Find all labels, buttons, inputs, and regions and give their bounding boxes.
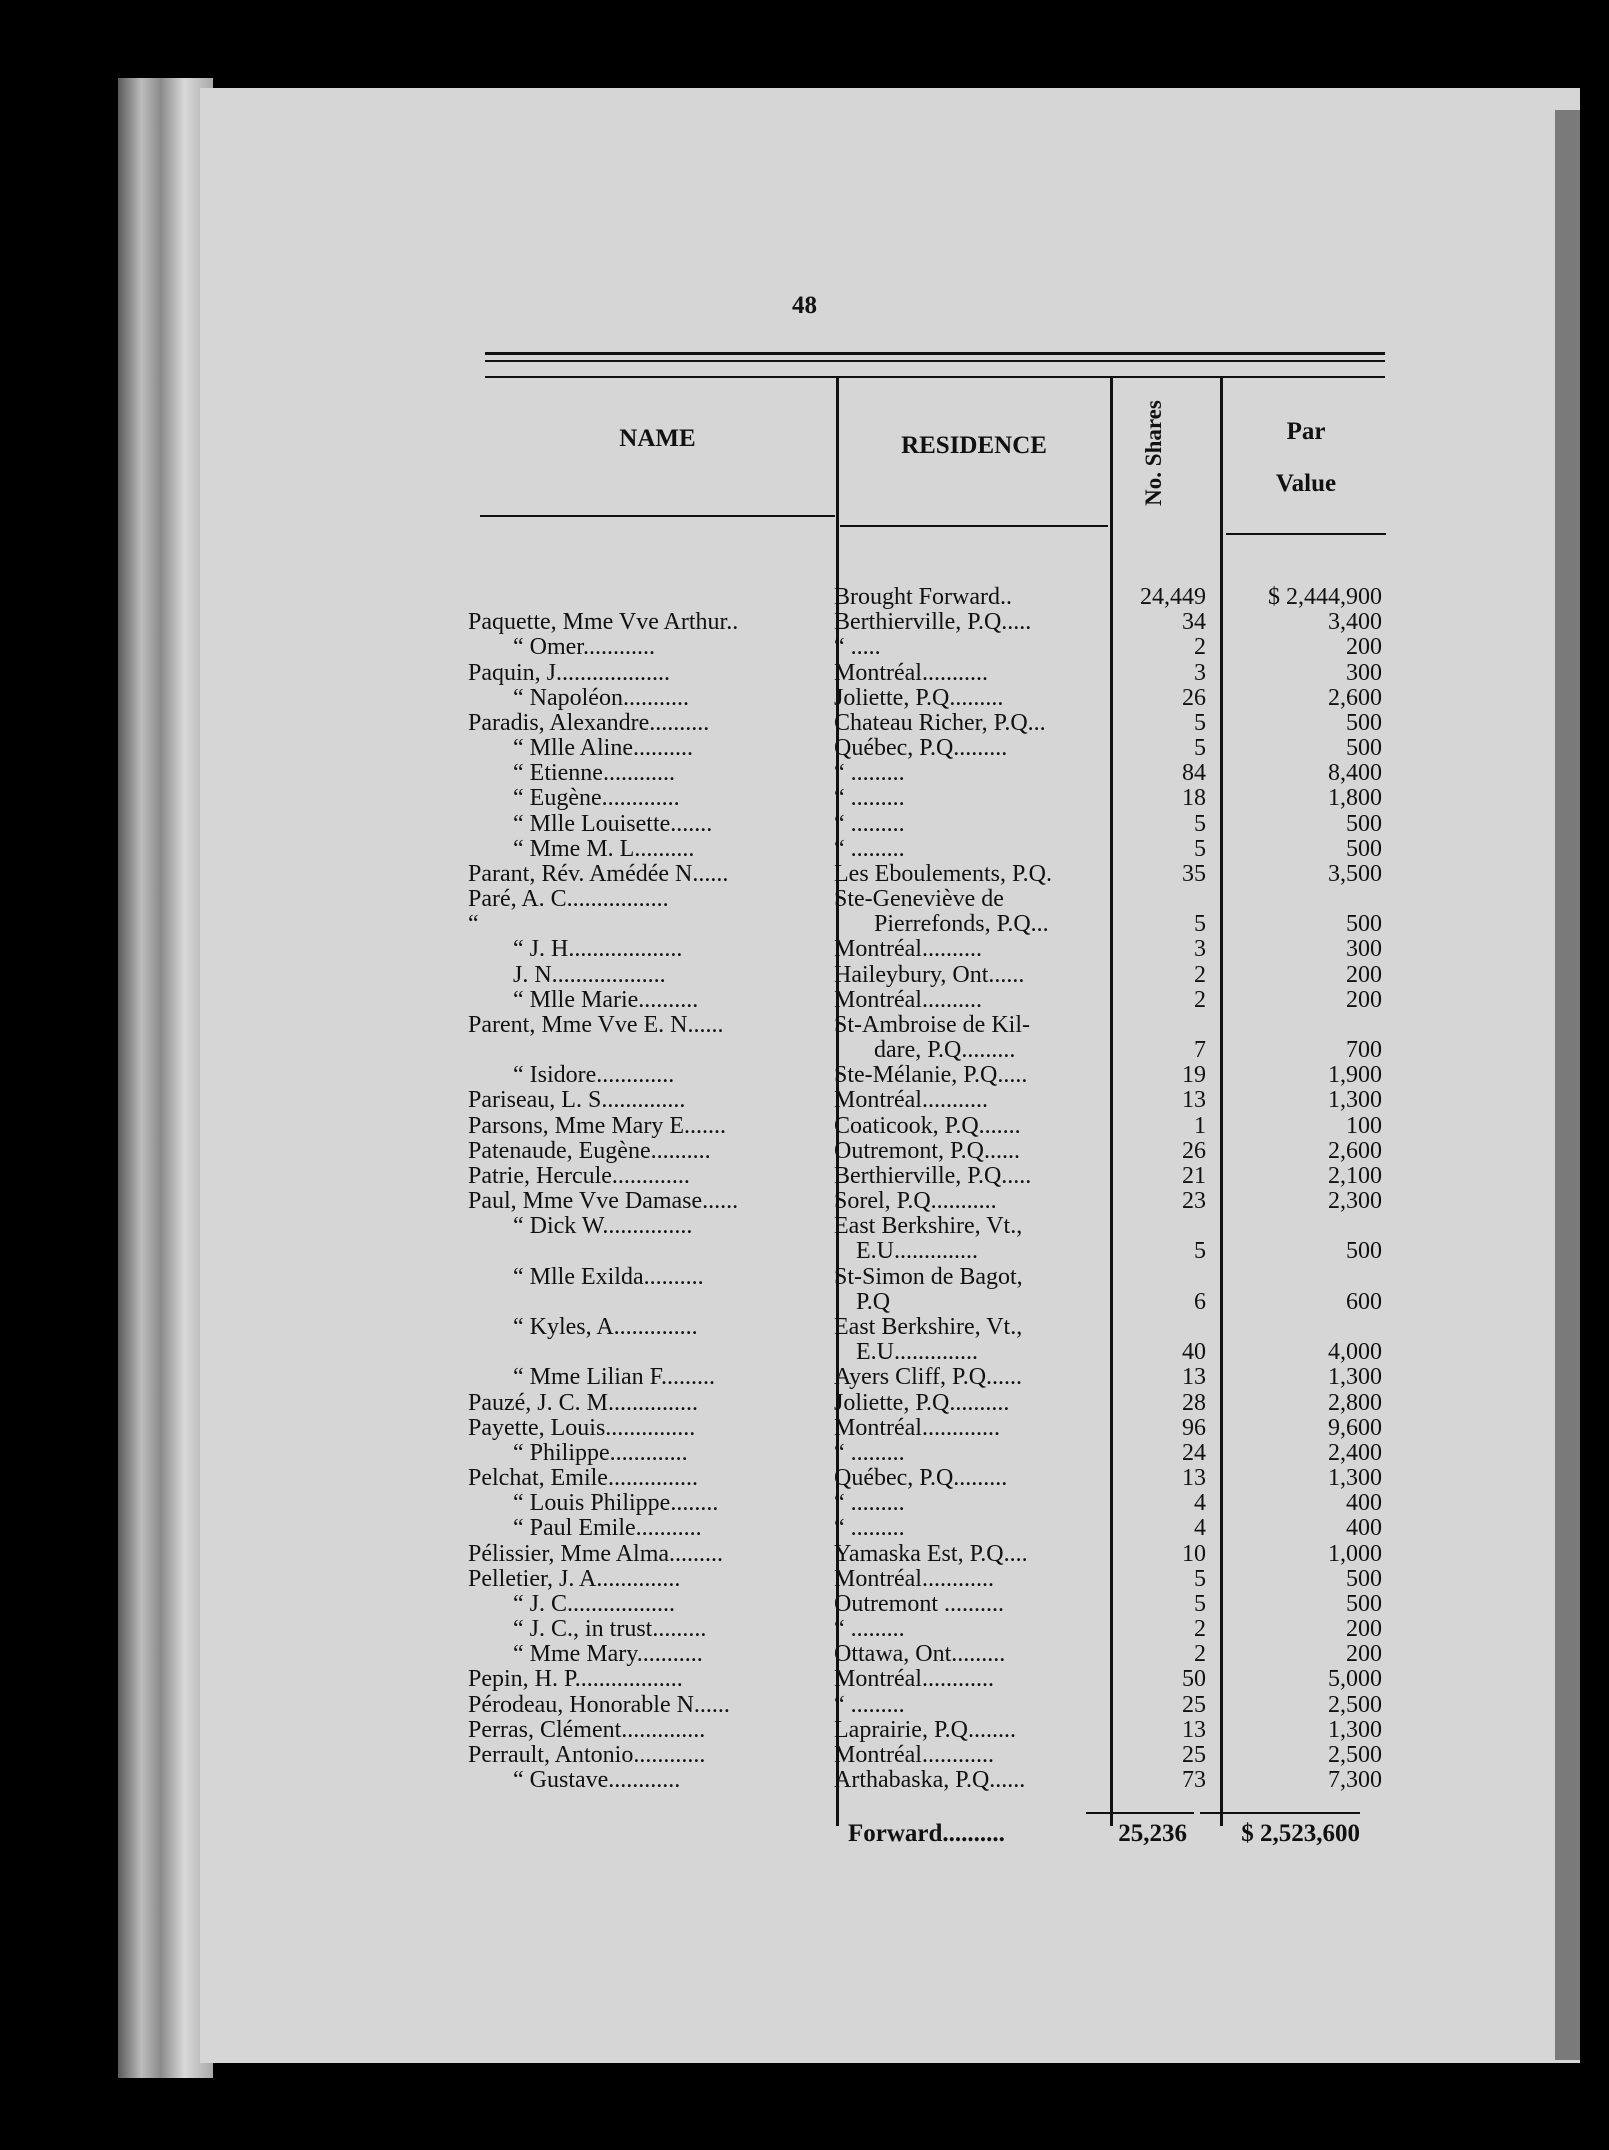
name-cell: “ Mlle Aline..........: [513, 736, 693, 762]
name-cell: Pelchat, Emile...............: [468, 1466, 698, 1492]
table-row: [0, 1617, 1609, 1642]
value-cell: 300: [1346, 660, 1382, 686]
forward-shares: 25,236: [1118, 1820, 1187, 1847]
value-cell: 7,300: [1328, 1768, 1382, 1794]
name-cell: “ J. H...................: [513, 937, 683, 963]
table-row: [0, 1416, 1609, 1441]
residence-cell: Montréal...........: [834, 660, 988, 686]
table-row: [0, 786, 1609, 811]
table-row: [0, 1567, 1609, 1592]
residence-cell: “ .....: [834, 635, 881, 661]
table-row: [0, 1592, 1609, 1617]
residence-cell: Montréal............: [834, 1566, 994, 1592]
table-row: [0, 1088, 1609, 1113]
name-cell: “ Philippe.............: [513, 1440, 688, 1466]
residence-cell: Coaticook, P.Q.......: [834, 1113, 1021, 1139]
table-row: [0, 1239, 1609, 1264]
name-cell: J. N...................: [513, 962, 666, 988]
name-cell: Paquette, Mme Vve Arthur..: [468, 610, 739, 636]
name-cell: Parant, Rév. Amédée N......: [468, 861, 729, 887]
shares-cell: 3: [1194, 937, 1206, 963]
value-cell: 4,000: [1328, 1340, 1382, 1366]
name-cell: Perras, Clément..............: [468, 1717, 706, 1743]
value-cell: 1,300: [1328, 1717, 1382, 1743]
table-row: [0, 610, 1609, 635]
name-cell: “ Mme Mary...........: [513, 1642, 703, 1668]
table-row: [0, 1441, 1609, 1466]
shares-cell: 2: [1194, 635, 1206, 661]
residence-cell: Ottawa, Ont.........: [834, 1642, 1006, 1668]
table-row: [0, 1693, 1609, 1718]
residence-cell: Joliette, P.Q..........: [834, 1390, 1010, 1416]
name-cell: Paradis, Alexandre..........: [468, 710, 710, 736]
table-row: [0, 1768, 1609, 1793]
shares-cell: 5: [1194, 1239, 1206, 1265]
name-cell: Paquin, J...................: [468, 660, 671, 686]
name-cell: “ J. C..................: [513, 1591, 675, 1617]
name-cell: Pepin, H. P..................: [468, 1667, 683, 1693]
residence-cell: Ste-Mélanie, P.Q.....: [834, 1063, 1028, 1089]
residence-cell: E.U..............: [856, 1239, 978, 1265]
table-row: [0, 1642, 1609, 1667]
residence-cell: Pierrefonds, P.Q...: [874, 912, 1049, 938]
residence-cell: Montréal.............: [834, 1415, 1000, 1441]
name-cell: Pélissier, Mme Alma.........: [468, 1541, 724, 1567]
table-row: [0, 1214, 1609, 1239]
name-cell: Pelletier, J. A..............: [468, 1566, 681, 1592]
header-name: NAME: [619, 425, 696, 452]
value-cell: 2,300: [1328, 1189, 1382, 1215]
residence-cell: “ .........: [834, 1516, 905, 1542]
name-cell: Payette, Louis...............: [468, 1415, 696, 1441]
shares-cell: 13: [1182, 1717, 1206, 1743]
name-cell: Paul, Mme Vve Damase......: [468, 1189, 739, 1215]
name-cell: “ Omer............: [513, 635, 655, 661]
residence-cell: E.U..............: [856, 1340, 978, 1366]
table-row: [0, 837, 1609, 862]
top-rule-2: [485, 360, 1385, 362]
value-cell: 200: [1346, 987, 1382, 1013]
table-row: [0, 635, 1609, 660]
shares-cell: 5: [1194, 912, 1206, 938]
residence-cell: Montréal............: [834, 1742, 994, 1768]
name-cell: Pariseau, L. S..............: [468, 1088, 686, 1114]
residence-cell: Québec, P.Q.........: [834, 736, 1008, 762]
table-row: [0, 1114, 1609, 1139]
name-cell: “ Napoléon...........: [513, 685, 689, 711]
value-cell: 200: [1346, 1642, 1382, 1668]
name-cell: Perrault, Antonio............: [468, 1742, 706, 1768]
value-cell: 500: [1346, 1566, 1382, 1592]
table-row: [0, 1189, 1609, 1214]
name-cell: “ Mlle Marie..........: [513, 987, 699, 1013]
table-row: [0, 1391, 1609, 1416]
value-cell: 500: [1346, 736, 1382, 762]
shares-cell: 18: [1182, 786, 1206, 812]
table-row: [0, 1164, 1609, 1189]
value-cell: 1,000: [1328, 1541, 1382, 1567]
shares-cell: 2: [1194, 1617, 1206, 1643]
shares-cell: 3: [1194, 660, 1206, 686]
shares-cell: 23: [1182, 1189, 1206, 1215]
value-cell: 1,300: [1328, 1365, 1382, 1391]
name-cell: “ Louis Philippe........: [513, 1491, 719, 1517]
value-cell: 2,800: [1328, 1390, 1382, 1416]
residence-cell: Berthierville, P.Q.....: [834, 1163, 1032, 1189]
value-cell: 600: [1346, 1289, 1382, 1315]
shares-cell: 2: [1194, 987, 1206, 1013]
name-cell: “ Gustave............: [513, 1768, 681, 1794]
table-row: [0, 1466, 1609, 1491]
shares-cell: 25: [1182, 1692, 1206, 1718]
shares-cell: 5: [1194, 710, 1206, 736]
name-cell: Patrie, Hercule.............: [468, 1163, 690, 1189]
table-row: [0, 1491, 1609, 1516]
value-cell: 5,000: [1328, 1667, 1382, 1693]
header-underline-residence: [840, 525, 1108, 527]
value-cell: $ 2,444,900: [1268, 585, 1382, 610]
shares-cell: 24: [1182, 1440, 1206, 1466]
table-row: [0, 862, 1609, 887]
table-row: [0, 686, 1609, 711]
shares-cell: 35: [1182, 861, 1206, 887]
table-row: [0, 1743, 1609, 1768]
table-row: [0, 1718, 1609, 1743]
table-row: [0, 1542, 1609, 1567]
name-cell: Parent, Mme Vve E. N......: [468, 1012, 724, 1038]
value-cell: 1,800: [1328, 786, 1382, 812]
name-cell: “ Etienne............: [513, 761, 675, 787]
residence-cell: Laprairie, P.Q........: [834, 1717, 1016, 1743]
shares-cell: 13: [1182, 1088, 1206, 1114]
value-cell: 3,400: [1328, 610, 1382, 636]
residence-cell: East Berkshire, Vt.,: [834, 1214, 1023, 1240]
table-row: [0, 1290, 1609, 1315]
table-row: [0, 1516, 1609, 1541]
residence-cell: East Berkshire, Vt.,: [834, 1314, 1023, 1340]
shares-cell: 4: [1194, 1491, 1206, 1517]
value-cell: 500: [1346, 710, 1382, 736]
name-cell: “ Mlle Exilda..........: [513, 1264, 704, 1290]
residence-cell: dare, P.Q.........: [874, 1038, 1016, 1064]
table-row: [0, 711, 1609, 736]
shares-cell: 84: [1182, 761, 1206, 787]
residence-cell: Québec, P.Q.........: [834, 1466, 1008, 1492]
name-cell: “ Dick W...............: [513, 1214, 693, 1240]
residence-cell: Montréal..........: [834, 987, 982, 1013]
name-cell: “ J. C., in trust.........: [513, 1617, 707, 1643]
value-cell: 500: [1346, 912, 1382, 938]
residence-cell: Chateau Richer, P.Q...: [834, 710, 1046, 736]
residence-cell: Haileybury, Ont......: [834, 962, 1025, 988]
residence-cell: Brought Forward..: [834, 585, 1012, 610]
header-underline-value: [1226, 533, 1386, 535]
shares-cell: 40: [1182, 1340, 1206, 1366]
name-cell: “ Paul Emile...........: [513, 1516, 702, 1542]
table-row: [0, 1139, 1609, 1164]
value-cell: 500: [1346, 1239, 1382, 1265]
shares-cell: 4: [1194, 1516, 1206, 1542]
shares-cell: 5: [1194, 1566, 1206, 1592]
value-cell: 500: [1346, 1591, 1382, 1617]
residence-cell: St-Ambroise de Kil-: [834, 1012, 1030, 1038]
table-row: [0, 1340, 1609, 1365]
forward-label: Forward..........: [848, 1820, 1005, 1847]
shares-cell: 25: [1182, 1742, 1206, 1768]
shares-cell: 26: [1182, 1138, 1206, 1164]
table-row: [0, 736, 1609, 761]
table-row: [0, 963, 1609, 988]
residence-cell: Yamaska Est, P.Q....: [834, 1541, 1028, 1567]
shares-cell: 13: [1182, 1466, 1206, 1492]
value-cell: 1,900: [1328, 1063, 1382, 1089]
residence-cell: “ .........: [834, 1617, 905, 1643]
shares-cell: 96: [1182, 1415, 1206, 1441]
value-cell: 9,600: [1328, 1415, 1382, 1441]
name-cell: “ Eugène.............: [513, 786, 680, 812]
shares-cell: 34: [1182, 610, 1206, 636]
value-cell: 200: [1346, 1617, 1382, 1643]
total-rule-value: [1200, 1812, 1360, 1814]
page-number: 48: [792, 292, 817, 319]
name-cell: “: [468, 912, 479, 938]
residence-cell: St-Simon de Bagot,: [834, 1264, 1023, 1290]
value-cell: 3,500: [1328, 861, 1382, 887]
shares-cell: 50: [1182, 1667, 1206, 1693]
top-rule: [485, 352, 1385, 355]
table-row: [0, 1063, 1609, 1088]
residence-cell: Outremont, P.Q......: [834, 1138, 1020, 1164]
shares-cell: 19: [1182, 1063, 1206, 1089]
residence-cell: Joliette, P.Q.........: [834, 685, 1004, 711]
residence-cell: Les Eboulements, P.Q.: [834, 861, 1052, 887]
value-cell: 2,600: [1328, 685, 1382, 711]
shares-cell: 28: [1182, 1390, 1206, 1416]
value-cell: 400: [1346, 1516, 1382, 1542]
table-row: [0, 1667, 1609, 1692]
name-cell: “ Kyles, A..............: [513, 1314, 698, 1340]
residence-cell: “ .........: [834, 1692, 905, 1718]
value-cell: 2,500: [1328, 1692, 1382, 1718]
header-value: Value: [1275, 470, 1337, 497]
residence-cell: “ .........: [834, 811, 905, 837]
table-row: [0, 1265, 1609, 1290]
shares-cell: 7: [1194, 1038, 1206, 1064]
value-cell: 400: [1346, 1491, 1382, 1517]
header-shares: No. Shares: [1141, 400, 1166, 506]
name-cell: Paré, A. C.................: [468, 887, 669, 913]
shares-cell: 26: [1182, 685, 1206, 711]
shares-cell: 21: [1182, 1163, 1206, 1189]
footer-row: [0, 1820, 1609, 1860]
residence-cell: Outremont ..........: [834, 1591, 1004, 1617]
value-cell: 500: [1346, 836, 1382, 862]
forward-value: $ 2,523,600: [1241, 1820, 1360, 1847]
value-cell: 500: [1346, 811, 1382, 837]
name-cell: Patenaude, Eugène..........: [468, 1138, 711, 1164]
table-row: [0, 988, 1609, 1013]
value-cell: 200: [1346, 635, 1382, 661]
table-row: [0, 937, 1609, 962]
header-residence: RESIDENCE: [901, 432, 1047, 459]
table-row: [0, 1038, 1609, 1063]
value-cell: 2,500: [1328, 1742, 1382, 1768]
residence-cell: Sorel, P.Q...........: [834, 1189, 997, 1215]
residence-cell: “ .........: [834, 1440, 905, 1466]
table-row: [0, 661, 1609, 686]
residence-cell: “ .........: [834, 1491, 905, 1517]
shares-cell: 5: [1194, 736, 1206, 762]
top-rule-3: [485, 376, 1385, 378]
shares-cell: 24,449: [1140, 585, 1206, 610]
name-cell: “ Mlle Louisette.......: [513, 811, 713, 837]
total-rule-shares: [1086, 1812, 1194, 1814]
residence-cell: “ .........: [834, 786, 905, 812]
name-cell: “ Mme Lilian F.........: [513, 1365, 716, 1391]
table-row: [0, 585, 1609, 610]
value-cell: 2,100: [1328, 1163, 1382, 1189]
shares-cell: 2: [1194, 1642, 1206, 1668]
value-cell: 2,600: [1328, 1138, 1382, 1164]
table-row: [0, 887, 1609, 912]
value-cell: 100: [1346, 1113, 1382, 1139]
name-cell: Pauzé, J. C. M...............: [468, 1390, 698, 1416]
value-cell: 300: [1346, 937, 1382, 963]
residence-cell: “ .........: [834, 836, 905, 862]
name-cell: “ Mme M. L..........: [513, 836, 695, 862]
shares-cell: 5: [1194, 811, 1206, 837]
shareholder-table: [0, 585, 1609, 1793]
shares-cell: 2: [1194, 962, 1206, 988]
table-row: [0, 1365, 1609, 1390]
header-underline-name: [480, 515, 835, 517]
shares-cell: 13: [1182, 1365, 1206, 1391]
header-par: Par: [1286, 418, 1326, 445]
shares-cell: 6: [1194, 1289, 1206, 1315]
shares-cell: 10: [1182, 1541, 1206, 1567]
value-cell: 200: [1346, 962, 1382, 988]
name-cell: Pérodeau, Honorable N......: [468, 1692, 730, 1718]
value-cell: 1,300: [1328, 1088, 1382, 1114]
table-row: [0, 1315, 1609, 1340]
residence-cell: Montréal..........: [834, 937, 982, 963]
shares-cell: 5: [1194, 836, 1206, 862]
table-row: [0, 812, 1609, 837]
residence-cell: P.Q: [856, 1289, 891, 1315]
residence-cell: Montréal...........: [834, 1088, 988, 1114]
residence-cell: Berthierville, P.Q.....: [834, 610, 1032, 636]
name-cell: Parsons, Mme Mary E.......: [468, 1113, 726, 1139]
value-cell: 2,400: [1328, 1440, 1382, 1466]
value-cell: 1,300: [1328, 1466, 1382, 1492]
shares-cell: 1: [1194, 1113, 1206, 1139]
value-cell: 700: [1346, 1038, 1382, 1064]
value-cell: 8,400: [1328, 761, 1382, 787]
shares-cell: 5: [1194, 1591, 1206, 1617]
residence-cell: Ayers Cliff, P.Q......: [834, 1365, 1023, 1391]
table-row: [0, 761, 1609, 786]
table-row: [0, 912, 1609, 937]
residence-cell: Arthabaska, P.Q......: [834, 1768, 1026, 1794]
residence-cell: Ste-Geneviève de: [834, 887, 1004, 913]
name-cell: “ Isidore.............: [513, 1063, 675, 1089]
residence-cell: “ .........: [834, 761, 905, 787]
shares-cell: 73: [1182, 1768, 1206, 1794]
table-row: [0, 1013, 1609, 1038]
residence-cell: Montréal............: [834, 1667, 994, 1693]
